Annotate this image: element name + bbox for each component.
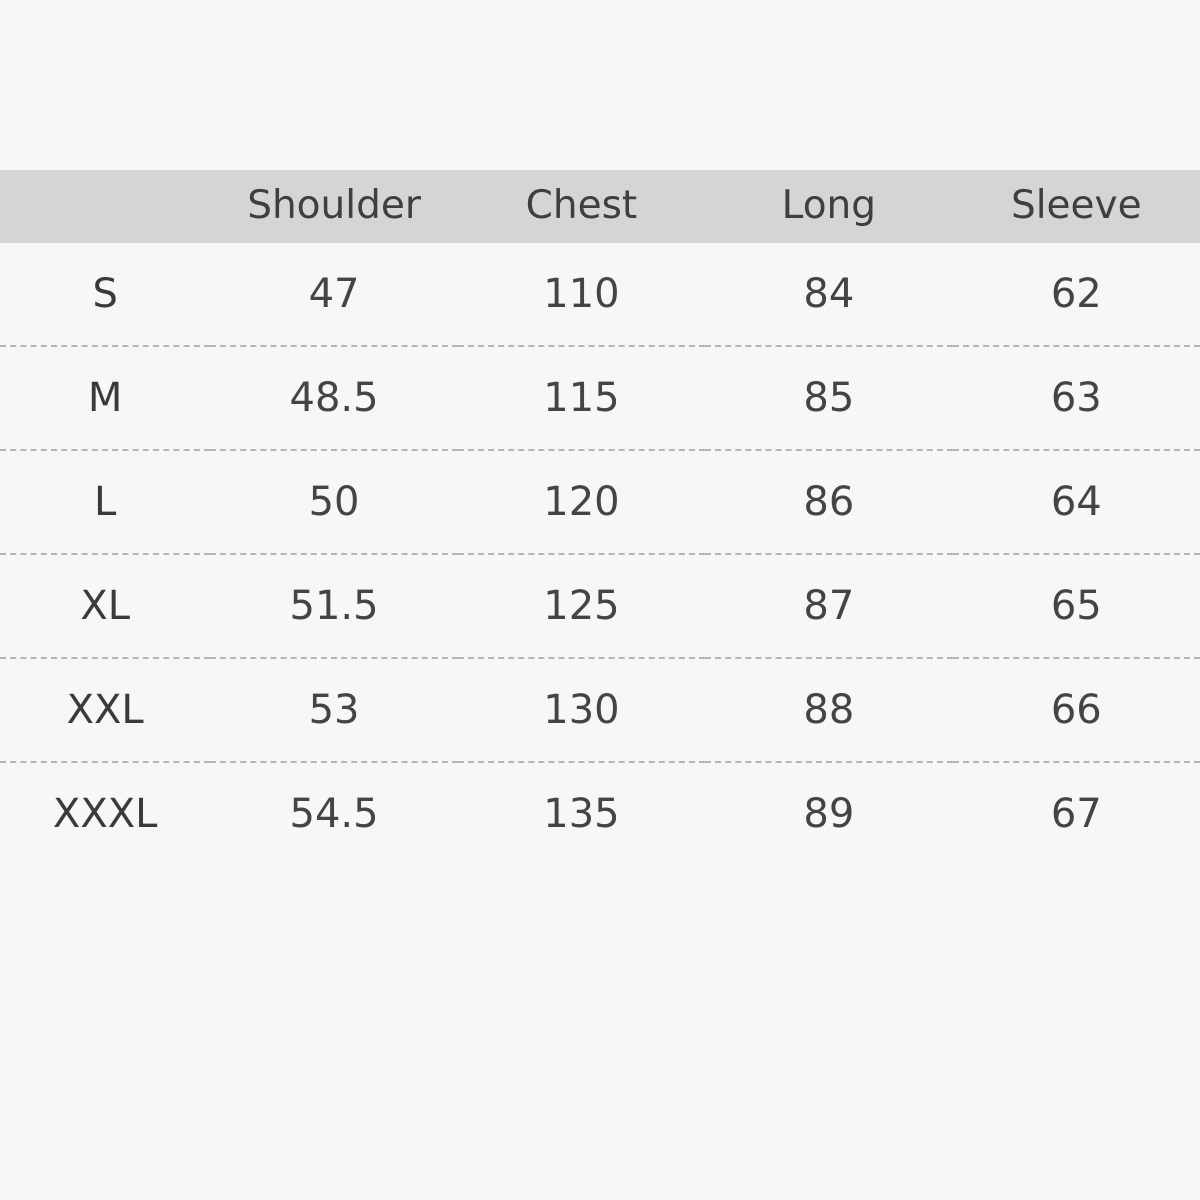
table-row bbox=[0, 450, 1200, 554]
cell-long: 85 bbox=[705, 346, 952, 450]
cell-chest: 110 bbox=[543, 271, 620, 317]
cell-sleeve: 64 bbox=[953, 450, 1200, 554]
column-header-sleeve: Sleeve bbox=[953, 170, 1200, 243]
cell-long: 87 bbox=[705, 554, 952, 658]
column-header-chest: Chest bbox=[458, 170, 705, 243]
cell-long: 88 bbox=[705, 658, 952, 762]
cell-long: 86 bbox=[705, 450, 952, 554]
cell-size: M bbox=[0, 346, 210, 450]
cell-shoulder: 53 bbox=[210, 658, 457, 762]
cell-chest: 115 bbox=[458, 346, 705, 450]
cell-size: XXL bbox=[0, 658, 210, 762]
cell-size: L bbox=[0, 450, 210, 554]
cell-size: XL bbox=[0, 554, 210, 658]
size-chart-table bbox=[0, 170, 1200, 865]
cell-sleeve: 65 bbox=[953, 554, 1200, 658]
cell-sleeve: 67 bbox=[953, 762, 1200, 865]
cell-chest: 130 bbox=[458, 658, 705, 762]
cell-size: S bbox=[92, 271, 118, 317]
table-row bbox=[0, 346, 1200, 450]
cell-sleeve: 66 bbox=[953, 658, 1200, 762]
cell-shoulder: 51.5 bbox=[210, 554, 457, 658]
cell-sleeve: 62 bbox=[1050, 271, 1102, 317]
cell-size: XXXL bbox=[0, 762, 210, 865]
table-header-row bbox=[0, 170, 1200, 243]
cell-shoulder: 48.5 bbox=[210, 346, 457, 450]
cell-shoulder: 47 bbox=[308, 271, 360, 317]
cell-shoulder: 50 bbox=[210, 450, 457, 554]
cell-long: 84 bbox=[803, 271, 855, 317]
table-row bbox=[0, 243, 1200, 346]
table-row bbox=[0, 554, 1200, 658]
table-row bbox=[0, 658, 1200, 762]
column-header-size bbox=[0, 170, 210, 243]
cell-chest: 135 bbox=[458, 762, 705, 865]
cell-long: 89 bbox=[705, 762, 952, 865]
cell-chest: 125 bbox=[458, 554, 705, 658]
column-header-shoulder: Shoulder bbox=[210, 170, 457, 243]
cell-shoulder: 54.5 bbox=[210, 762, 457, 865]
table-row bbox=[0, 762, 1200, 865]
cell-sleeve: 63 bbox=[953, 346, 1200, 450]
cell-chest: 120 bbox=[458, 450, 705, 554]
column-header-long: Long bbox=[705, 170, 952, 243]
